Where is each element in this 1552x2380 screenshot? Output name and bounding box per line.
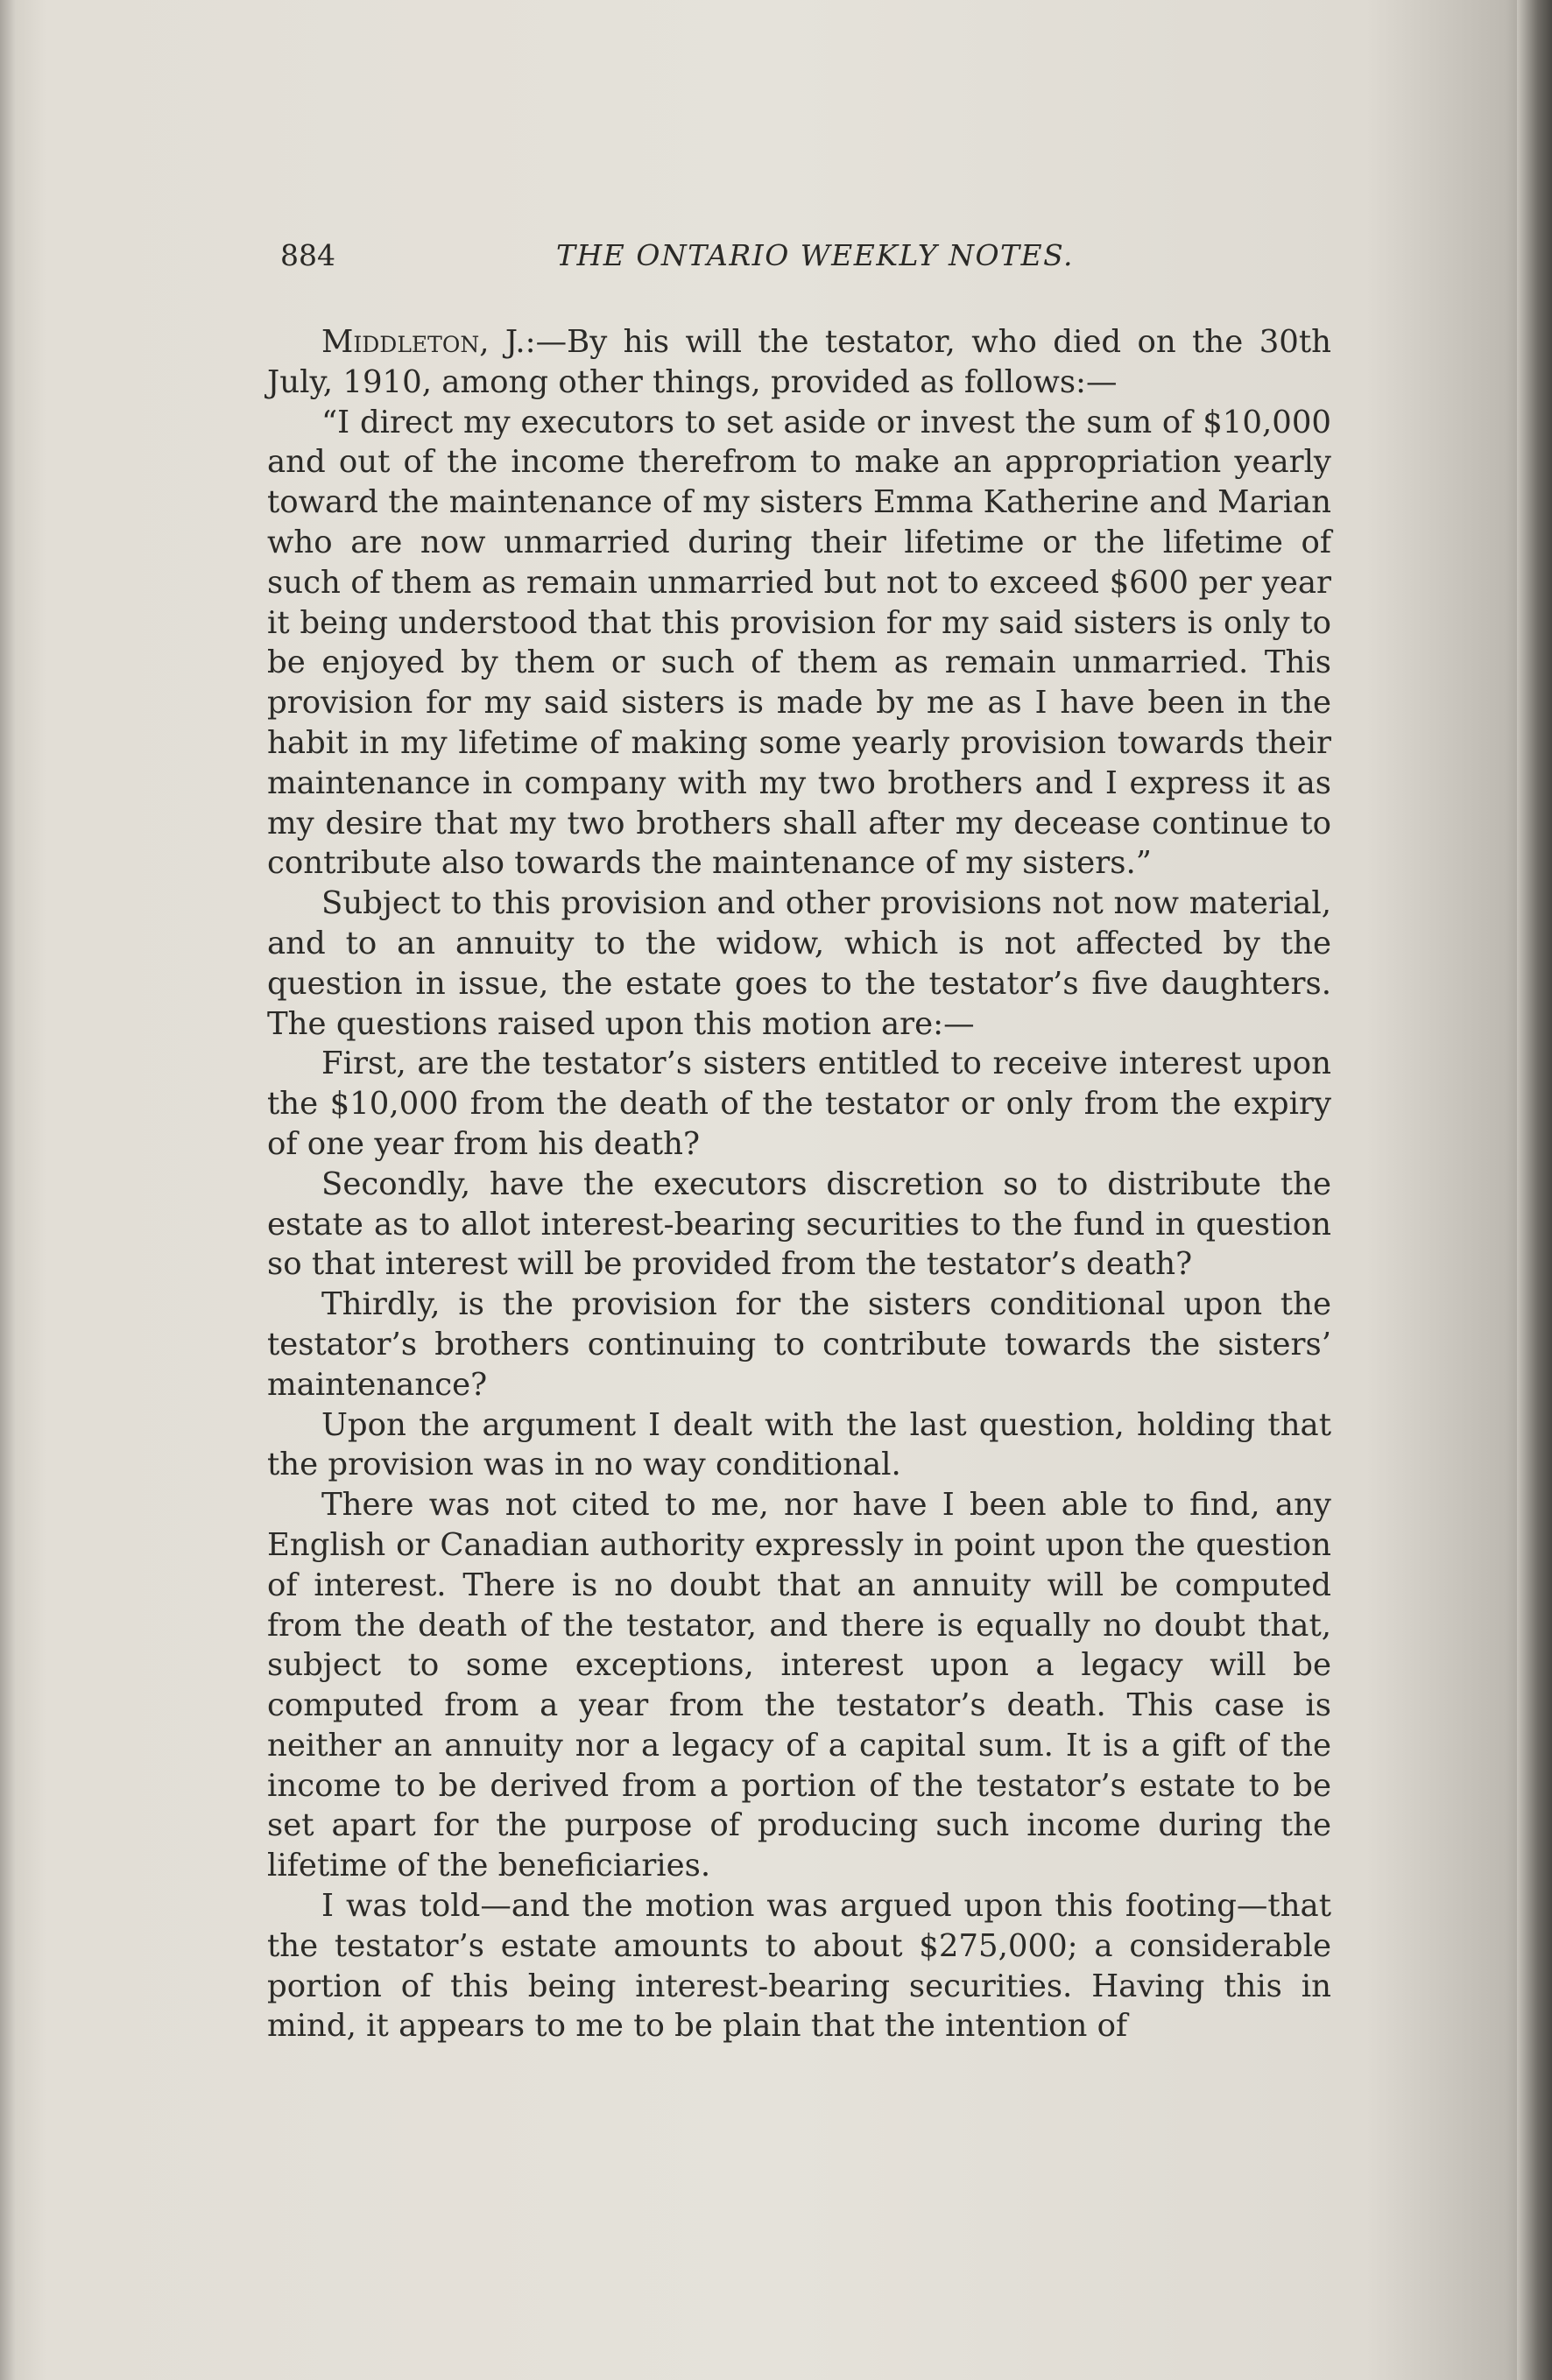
running-head: THE ONTARIO WEEKLY NOTES.	[556, 238, 1075, 272]
page-left-edge	[0, 0, 16, 2380]
paragraph-9: I was told—and the motion was argued upon this footing—that the testator’s estate amounts to about $275,000; a considerable portion of this being interest-bearing securities. Having this in mind, it appears to me to be plain that the intention of	[267, 1888, 1331, 2045]
paragraph-third-question: Thirdly, is the provision for the sisters conditional upon the testator’s brothers continuing to contribute towards the sisters’ maintenance?	[267, 1286, 1331, 1403]
paragraph-1	[267, 322, 1331, 403]
paragraph-1-text: :—By his will the testator, who died on the 30th July, 1910, among other things, provided as follows:—	[267, 324, 1331, 400]
body-text	[267, 322, 1331, 2046]
page-number: 884	[280, 238, 335, 272]
page-gutter-shadow	[1517, 0, 1552, 2380]
paragraph-8: There was not cited to me, nor have I been able to find, any English or Canadian authority expressly in point upon the question of interest. There is no doubt that an annuity will be computed from the death of the testator, and there is equally no doubt that, subject to some exceptions, interest upon a legacy will be computed from a year from the testator’s death. This case is neither an annuity nor a legacy of a capital sum. It is a gift of the income to be derived from a portion of the testator’s estate to be set apart for the purpose of producing such income during the lifetime of the beneficiaries.	[267, 1487, 1331, 1884]
paragraph-will-quote: “I direct my executors to set aside or invest the sum of $10,000 and out of the income therefrom to make an appropriation yearly toward the maintenance of my sisters Emma Katherine and Marian who are now unmarried during their lifetime or the lifetime of such of them as remain unmarried but not to exceed $600 per year it being understood that this provision for my said sisters is only to be enjoyed by them or such of them as remain unmarried. This provision for my said sisters is made by me as I have been in the habit in my lifetime of making some yearly provision towards their maintenance in company with my two brothers and I express it as my desire that my two brothers shall after my decease continue to contribute also towards the maintenance of my sisters.”	[267, 404, 1331, 882]
paragraph-first-question: First, are the testator’s sisters entitled to receive interest upon the $10,000 from the death of the testator or only from the expiry of one year from his death?	[267, 1046, 1331, 1162]
paragraph-3: Subject to this provision and other provisions not now material, and to an annuity to the widow, which is not affected by the question in issue, the estate goes to the testator’s five daughters. The questions raised upon this motion are:—	[267, 885, 1331, 1042]
paragraph-7: Upon the argument I dealt with the last question, holding that the provision was in no way conditional.	[267, 1406, 1331, 1483]
page-header	[280, 238, 1331, 282]
paragraph-second-question: Secondly, have the executors discretion so to distribute the estate as to allot interest-bearing securities to the fund in question so that interest will be provided from the testator’s death?	[267, 1165, 1331, 1283]
judge-name: Middleton, J.	[321, 324, 526, 360]
